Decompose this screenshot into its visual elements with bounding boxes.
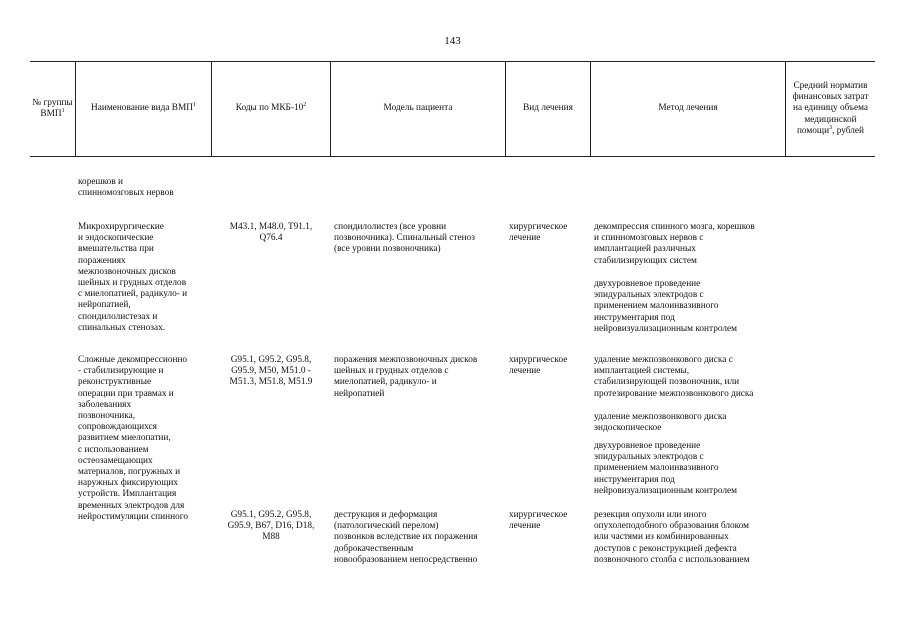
header-bottom-border: [30, 156, 875, 157]
table-cell-model: спондилолистез (все уровни позвоночника). Спинальный стеноз (все уровни позвоночника): [334, 222, 475, 255]
header-treatment-type-label: Вид лечения: [523, 103, 573, 114]
table-cell-treatment: хирургическое лечение: [509, 355, 568, 377]
table-cell-name: Микрохирургические и эндоскопические вмешательства при поражениях межпозвоночных дисков шейных и грудных отделов с миелопатией, радикуло- и нейропатией, спондилолистезах и спинальных стенозах.: [78, 222, 188, 333]
header-norm-label: Средний норматив финансовых затрат на единицу объема медицинской помощи: [792, 80, 869, 136]
header-treatment-type: [506, 62, 590, 156]
table-cell-treatment: хирургическое лечение: [509, 222, 568, 244]
header-norm: Средний норматив финансовых затрат на единицу объема медицинской помощи$^3$, рублей: [792, 80, 869, 136]
table-cell-name: Сложные декомпрессионно - стабилизирующие и реконструктивные операции при травмах и заболеваниях позвоночника, сопровождающихся развитием миелопатии, с использованием остеозамещающих материалов, погружных и наружных фиксирующих устройств. Имплантация временных электродов для нейростимуляции спинного: [78, 355, 188, 522]
header-group-label: № группы ВМП: [32, 97, 73, 119]
header-codes: Коды по МКБ-$10^2$: [235, 102, 307, 114]
header-method-label: Метод лечения: [658, 103, 718, 114]
table-cell-model: поражения межпозвоночных дисков шейных и грудных отделов с миелопатией, радикуло- и нейропатией: [334, 355, 478, 399]
table-cell-codes: G95.1, G95.2, G95.8, G95.9, M50, M51.0 - M51.3, M51.8, M51.9: [229, 355, 313, 388]
table-cell-name: корешков и спинномозговых нервов: [78, 177, 174, 199]
table-cell-method: удаление межпозвонкового диска с имплантацией системы, стабилизирующей позвоночник, или протезирование межпозвонкового диска: [594, 355, 754, 399]
table-cell-codes: G95.1, G95.2, G95.8, G95.9, B67, D16, D18, M88: [227, 510, 315, 543]
table-cell-method: двухуровневое проведение эпидуральных электродов с применением малоинвазивного инструментария под нейровизуализационным контролем: [594, 441, 738, 496]
table-cell-method: резекция опухоли или иного опухолеподобного образования блоком или частями из комбинированных доступов с реконструкцией дефекта позвоночного столба с использованием: [594, 510, 750, 565]
header-method: [591, 62, 785, 156]
table-cell-treatment: хирургическое лечение: [509, 510, 568, 532]
table-cell-model: деструкция и деформация (патологический перелом) позвонков вследствие их поражения доброкачественным новообразованием непосредственно: [334, 510, 478, 565]
header-name-label: Наименование вида ВМП: [91, 103, 193, 114]
page-number: 143: [444, 35, 461, 47]
header-name: Наименование вида ВМП$^1$: [91, 102, 196, 114]
table-cell-method: декомпрессия спинного мозга, корешков и спинномозговых нервов с имплантацией различных стабилизирующих систем: [594, 222, 755, 266]
table-cell-codes: M43.1, M48.0, T91.1, Q76.4: [229, 222, 313, 244]
header-codes-label: Коды по МКБ-10: [235, 103, 304, 114]
header-model: [331, 62, 505, 156]
table-cell-method: двухуровневое проведение эпидуральных электродов с применением малоинвазивного инструментария под нейровизуализационным контролем: [594, 279, 738, 334]
table-cell-method: удаление межпозвонкового диска эндоскопическое: [594, 412, 727, 434]
header-group: № группы ВМП$^1$: [32, 97, 73, 119]
header-model-label: Модель пациента: [383, 103, 453, 114]
